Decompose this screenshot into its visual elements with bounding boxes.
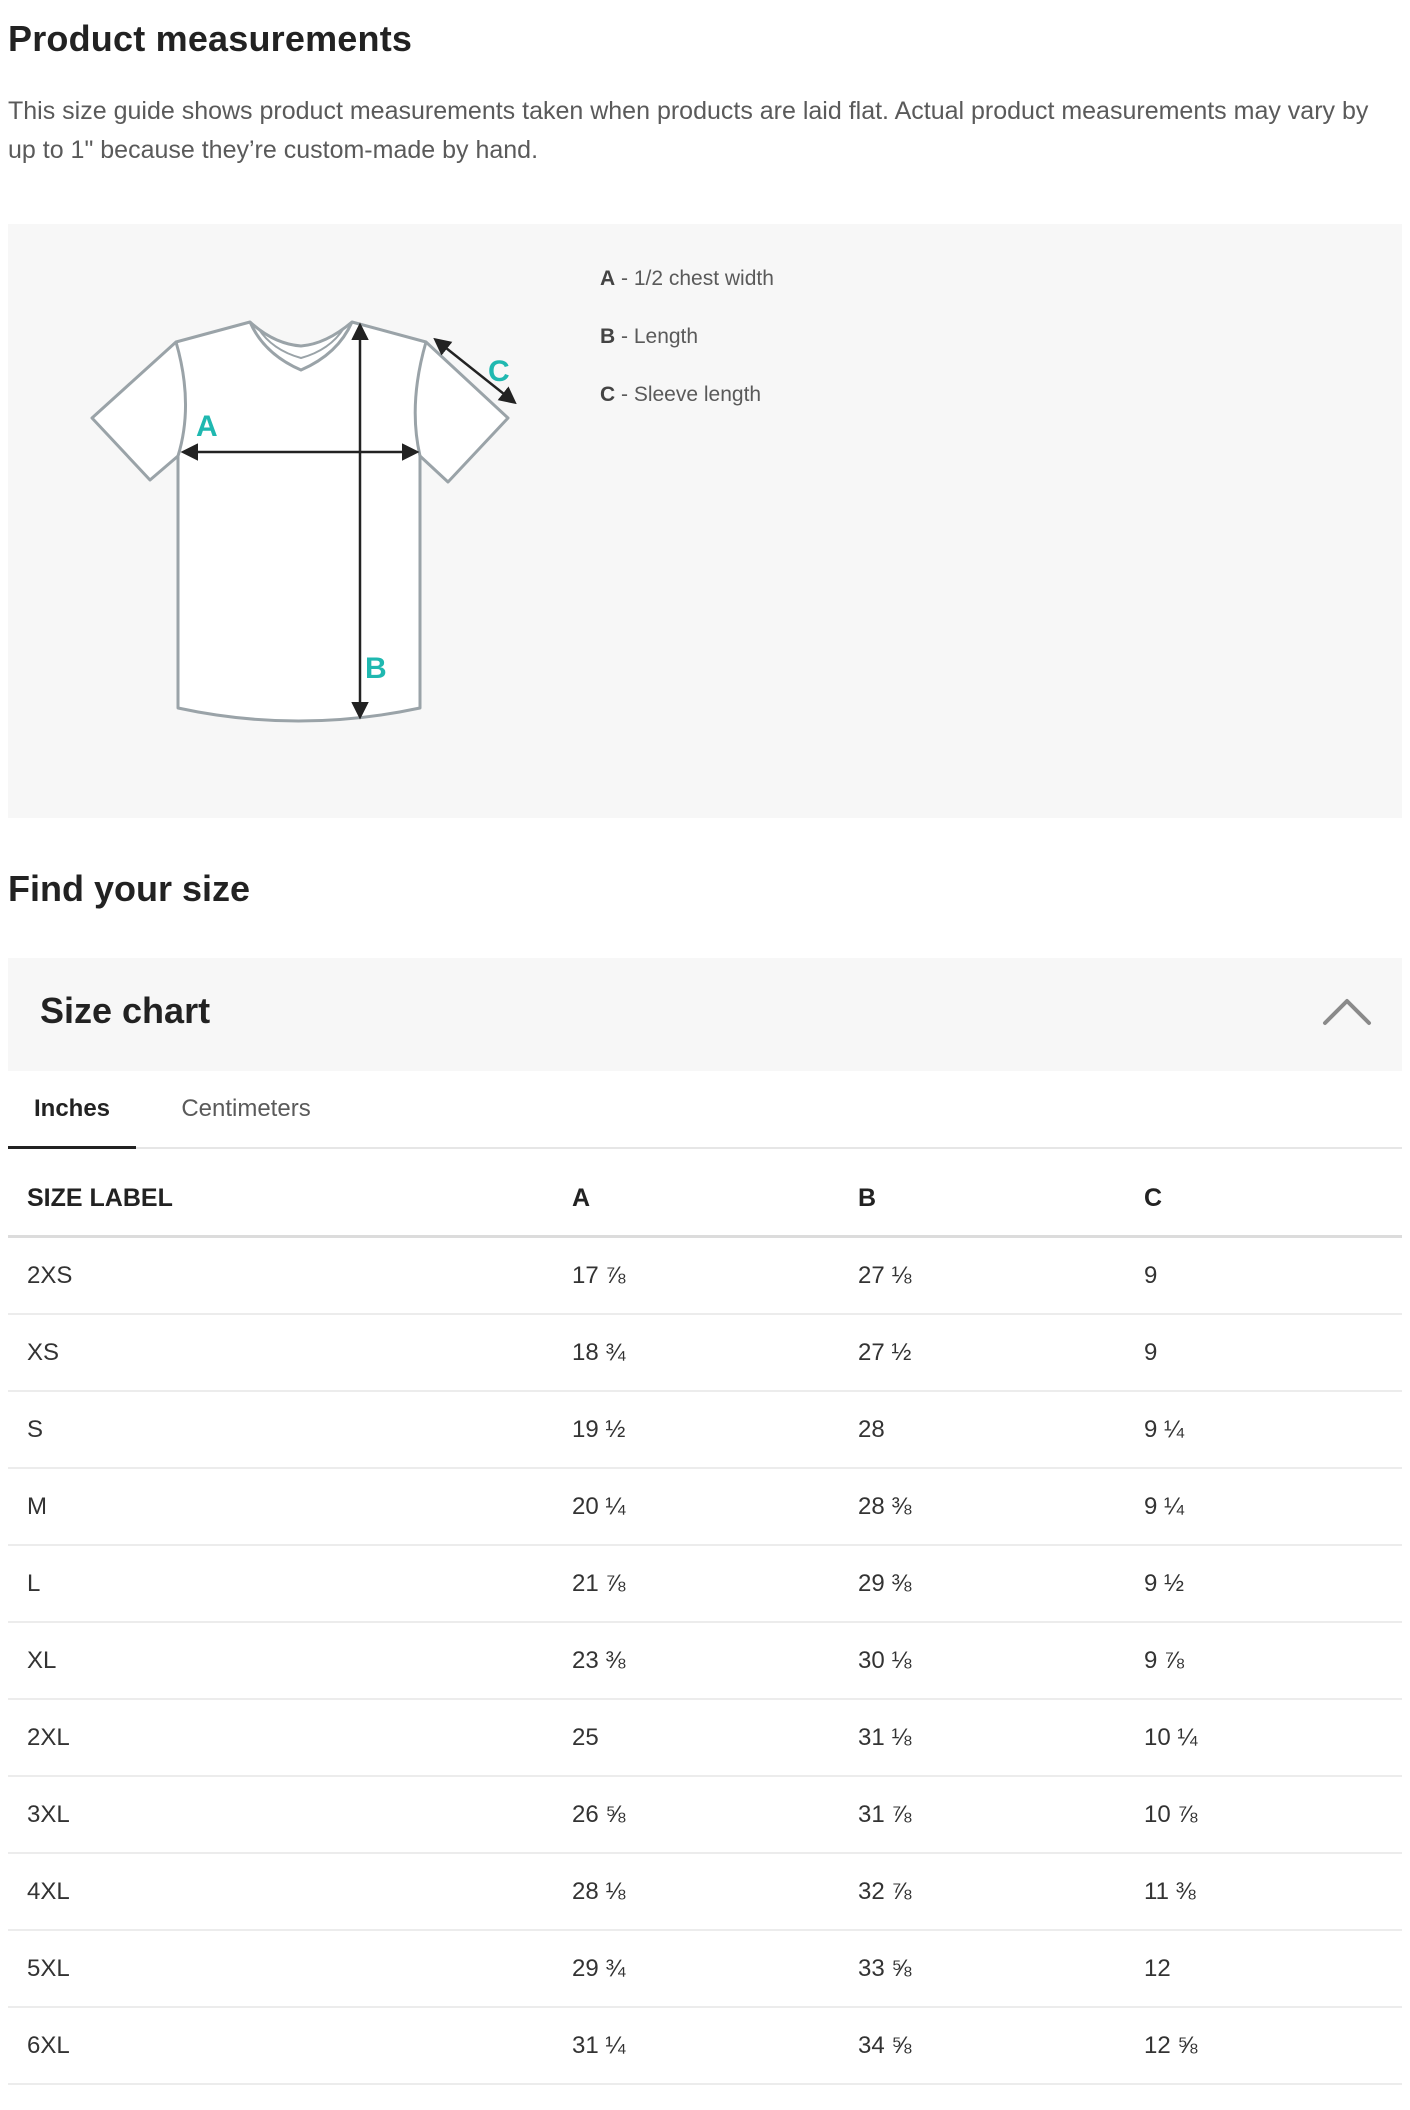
cell-size: 2XS xyxy=(8,1237,572,1315)
cell-c: 10 ⅞ xyxy=(1144,1776,1402,1853)
cell-b: 31 ⅛ xyxy=(858,1699,1144,1776)
measurement-diagram-panel xyxy=(8,224,1402,818)
column-header-c: C xyxy=(1144,1161,1402,1237)
cell-a: 18 ¾ xyxy=(572,1314,858,1391)
cell-b: 30 ⅛ xyxy=(858,1622,1144,1699)
legend-key: A xyxy=(600,267,616,290)
legend-item-a xyxy=(600,264,774,322)
cell-b: 31 ⅞ xyxy=(858,1776,1144,1853)
find-your-size-title: Find your size xyxy=(8,868,251,909)
legend-text: - Length xyxy=(615,325,699,348)
cell-size: L xyxy=(8,1545,572,1622)
table-row xyxy=(8,1237,1402,1315)
product-measurements-title: Product measurements xyxy=(8,18,413,59)
cell-a: 25 xyxy=(572,1699,858,1776)
tab-centimeters[interactable]: Centimeters xyxy=(181,1095,311,1122)
cell-c: 9 ¼ xyxy=(1144,1468,1402,1545)
tshirt-outline xyxy=(92,322,508,721)
tab-inches[interactable]: Inches xyxy=(8,1071,136,1149)
cell-b: 33 ⅝ xyxy=(858,1930,1144,2007)
cell-a: 19 ½ xyxy=(572,1391,858,1468)
cell-c: 9 xyxy=(1144,1237,1402,1315)
table-row xyxy=(8,1545,1402,1622)
measurements-intro: This size guide shows product measurements taken when products are laid flat. Actual product measurements may vary by up to 1" because they’re custom-made by hand. xyxy=(8,97,1369,164)
measurement-legend xyxy=(600,264,774,438)
cell-a: 31 ¼ xyxy=(572,2007,858,2084)
cell-size: M xyxy=(8,1468,572,1545)
cell-c: 11 ⅜ xyxy=(1144,1853,1402,1930)
cell-a: 26 ⅝ xyxy=(572,1776,858,1853)
cell-size: 4XL xyxy=(8,1853,572,1930)
column-header-size-label: SIZE LABEL xyxy=(8,1161,572,1237)
cell-size: 6XL xyxy=(8,2007,572,2084)
table-row xyxy=(8,1391,1402,1468)
cell-a: 21 ⅞ xyxy=(572,1545,858,1622)
legend-key: B xyxy=(600,325,616,348)
cell-c: 9 xyxy=(1144,1314,1402,1391)
table-row xyxy=(8,2007,1402,2084)
table-row xyxy=(8,1776,1402,1853)
cell-c: 12 xyxy=(1144,1930,1402,2007)
column-header-a: A xyxy=(572,1161,858,1237)
cell-a: 28 ⅛ xyxy=(572,1853,858,1930)
cell-b: 28 xyxy=(858,1391,1144,1468)
marker-b: B xyxy=(365,652,387,685)
cell-a: 20 ¼ xyxy=(572,1468,858,1545)
legend-item-c xyxy=(600,380,774,438)
table-row xyxy=(8,1622,1402,1699)
cell-b: 27 ½ xyxy=(858,1314,1144,1391)
cell-size: 2XL xyxy=(8,1699,572,1776)
cell-a: 23 ⅜ xyxy=(572,1622,858,1699)
cell-c: 9 ⅞ xyxy=(1144,1622,1402,1699)
table-row xyxy=(8,1699,1402,1776)
legend-text: - Sleeve length xyxy=(615,383,762,406)
cell-size: S xyxy=(8,1391,572,1468)
cell-b: 32 ⅞ xyxy=(858,1853,1144,1930)
cell-b: 27 ⅛ xyxy=(858,1237,1144,1315)
cell-b: 29 ⅜ xyxy=(858,1545,1144,1622)
cell-c: 10 ¼ xyxy=(1144,1699,1402,1776)
cell-c: 9 ½ xyxy=(1144,1545,1402,1622)
cell-a: 29 ¾ xyxy=(572,1930,858,2007)
tshirt-diagram xyxy=(8,224,568,818)
unit-tabs xyxy=(8,1071,1402,1149)
chevron-up-icon[interactable] xyxy=(1322,996,1372,1026)
legend-item-b xyxy=(600,322,774,380)
size-chart-accordion-toggle[interactable] xyxy=(8,958,1402,1071)
marker-c: C xyxy=(488,355,510,388)
size-chart-title: Size chart xyxy=(40,990,211,1031)
cell-b: 28 ⅜ xyxy=(858,1468,1144,1545)
cell-c: 12 ⅝ xyxy=(1144,2007,1402,2084)
legend-text: - 1/2 chest width xyxy=(615,267,774,290)
table-row xyxy=(8,1930,1402,2007)
cell-size: 5XL xyxy=(8,1930,572,2007)
table-row xyxy=(8,1853,1402,1930)
cell-size: XL xyxy=(8,1622,572,1699)
cell-size: XS xyxy=(8,1314,572,1391)
size-chart-table xyxy=(8,1161,1402,2085)
cell-a: 17 ⅞ xyxy=(572,1237,858,1315)
marker-a: A xyxy=(196,410,218,443)
cell-size: 3XL xyxy=(8,1776,572,1853)
table-row xyxy=(8,1468,1402,1545)
cell-c: 9 ¼ xyxy=(1144,1391,1402,1468)
column-header-b: B xyxy=(858,1161,1144,1237)
legend-key: C xyxy=(600,383,616,406)
table-row xyxy=(8,1314,1402,1391)
cell-b: 34 ⅝ xyxy=(858,2007,1144,2084)
table-header-row xyxy=(8,1161,1402,1237)
